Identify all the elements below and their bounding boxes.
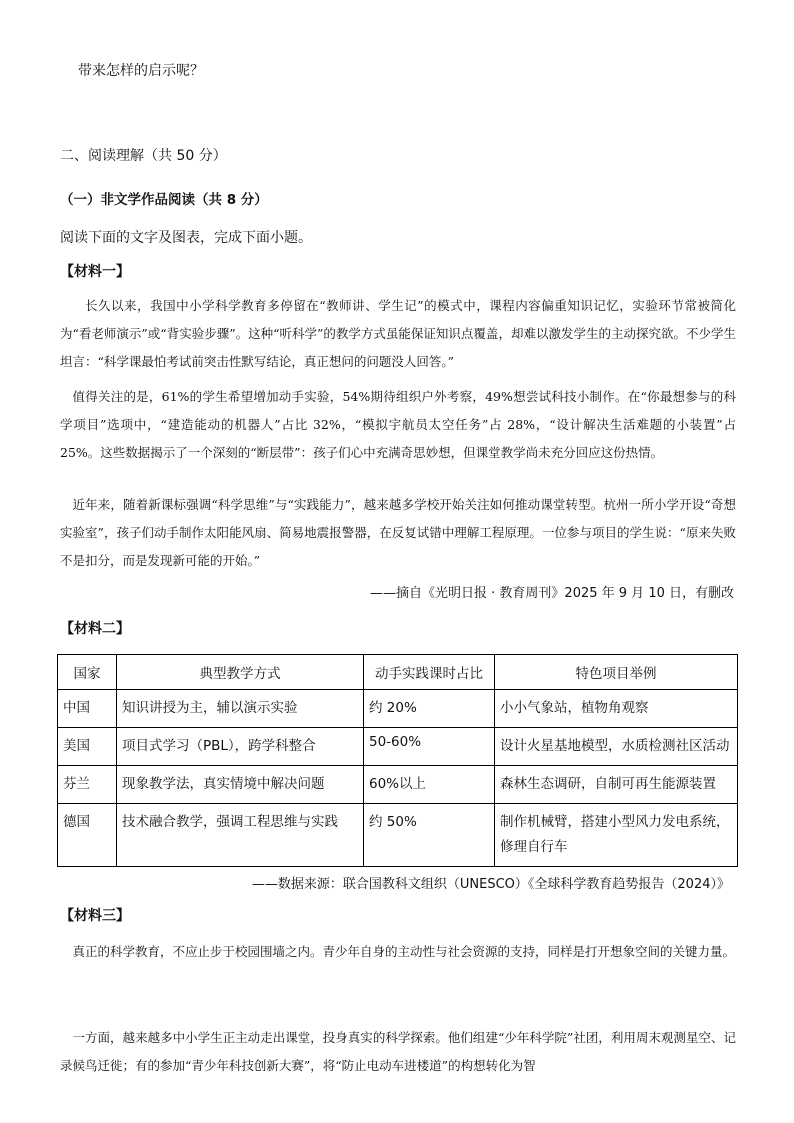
table-cell: 制作机械臂，搭建小型风力发电系统，修理自行车 [495,804,738,867]
material1-paragraph-1: 长久以来，我国中小学科学教育多停留在“教师讲、学生记”的模式中，课程内容偏重知识记忆，实验环节常被简化为“看老师演示”或“背实验步骤”。这种“听科学”的教学方式虽能保证知识点覆盖，却难以激发学生的主动探究欲。不少学生坦言：“科学课最怕考试前突击性默写结论，真正想问的问题没人回答。” [60,298,736,369]
table-header-cell: 特色项目举例 [495,655,738,690]
material1-paragraph-2: 值得关注的是，61%的学生希望增加动手实验，54%期待组织户外考察，49%想尝试科技小制作。在“你最想参与的科学项目”选项中，“建造能动的机器人”占比 32%，“模拟宇航员太空任务”占 28%，“设计解决生活难题的小装置”占 25%。这些数据揭示了一个深刻的“断层带”：孩子们心中充满奇思妙想，但课堂教学尚未充分回应这份热情。 [60,389,736,460]
subsection-title: （一）非文学作品阅读（共 8 分） [60,192,268,208]
material3-paragraph-2: 一方面，越来越多中小学生正主动走出课堂，投身真实的科学探索。他们组建“少年科学院”社团，利用周末观测星空、记录候鸟迁徙；有的参加“青少年科技创新大赛”，将“防止电动车进楼道”的构想转化为智 [60,1030,736,1073]
table-cell: 现象教学法，真实情境中解决问题 [117,766,364,804]
table-cell: 项目式学习（PBL），跨学科整合 [117,728,364,766]
material1-paragraph-3: 近年来，随着新课标强调“科学思维”与“实践能力”，越来越多学校开始关注如何推动课堂转型。杭州一所小学开设“奇想实验室”，孩子们动手制作太阳能风扇、简易地震报警器，在反复试错中理解工程原理。一位参与项目的学生说：“原来失败不是扣分，而是发现新可能的开始。” [60,497,736,568]
table-cell: 森林生态调研，自制可再生能源装置 [495,766,738,804]
previous-question-tail: 带来怎样的启示呢？ [78,63,204,79]
section-title: 二、阅读理解（共 50 分） [60,148,227,164]
table-header-row [58,655,738,690]
table-header-cell: 典型教学方式 [117,655,364,690]
table-cell: 德国 [58,804,117,867]
table-cell: 设计火星基地模型，水质检测社区活动 [495,728,738,766]
table-cell: 60%以上 [364,766,495,804]
table-cell: 芬兰 [58,766,117,804]
table-cell: 技术融合教学，强调工程思维与实践 [117,804,364,867]
material2-source: ——数据来源：联合国教科文组织（UNESCO）《全球科学教育趋势报告（2024）》 [251,877,730,892]
material1-source: ——摘自《光明日报 · 教育周刊》2025 年 9 月 10 日，有删改 [370,586,734,601]
table-header-cell: 国家 [58,655,117,690]
table-row [58,766,738,804]
table-cell: 50-60% [364,728,495,766]
table-cell: 小小气象站，植物角观察 [495,690,738,728]
table-cell: 约 20% [364,690,495,728]
material3-paragraph-1: 真正的科学教育，不应止步于校园围墙之内。青少年自身的主动性与社会资源的支持，同样是打开想象空间的关键力量。 [72,944,736,959]
table-cell: 美国 [58,728,117,766]
table-row [58,690,738,728]
table-cell: 约 50% [364,804,495,867]
material3-heading: 【材料三】 [60,908,130,924]
table-row [58,728,738,766]
table-cell: 知识讲授为主，辅以演示实验 [117,690,364,728]
material1-heading: 【材料一】 [60,264,130,280]
instruction-text: 阅读下面的文字及图表，完成下面小题。 [60,230,312,246]
education-comparison-table [57,654,738,867]
table-cell: 中国 [58,690,117,728]
material2-heading: 【材料二】 [60,621,130,637]
table-row [58,804,738,867]
table-header-cell: 动手实践课时占比 [364,655,495,690]
